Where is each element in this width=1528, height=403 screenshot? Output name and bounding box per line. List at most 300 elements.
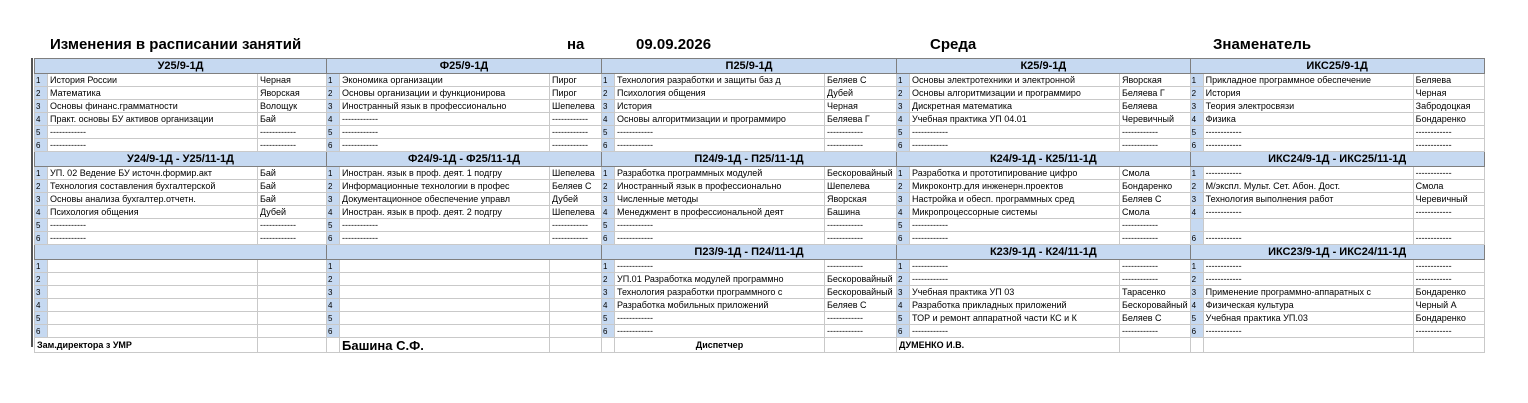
lesson-row [35, 167, 1485, 180]
subject [48, 273, 258, 286]
lesson-number: 4 [327, 299, 340, 312]
teacher: Беляев С [1120, 312, 1191, 325]
lesson-number: 4 [35, 206, 48, 219]
subject: ТОР и ремонт аппаратной части КС и К [910, 312, 1120, 325]
lesson-number: 1 [1190, 260, 1203, 273]
lesson-number: 6 [602, 232, 615, 245]
teacher: Беляев С [550, 180, 602, 193]
subject [48, 286, 258, 299]
teacher: ------------ [1413, 273, 1484, 286]
lesson-number: 5 [1190, 126, 1203, 139]
lesson-number: 6 [897, 139, 910, 152]
teacher: Шепелева [550, 167, 602, 180]
lesson-number: 2 [35, 273, 48, 286]
lesson-number: 5 [35, 312, 48, 325]
teacher: ------------ [825, 260, 897, 273]
lesson-number: 1 [327, 74, 340, 87]
subject: УП.01 Разработка модулей программно [615, 273, 825, 286]
teacher [258, 273, 327, 286]
date-prefix: на [567, 36, 585, 53]
subject [340, 286, 550, 299]
signature-name: Башина С.Ф. [340, 338, 550, 353]
teacher: ------------ [1413, 232, 1484, 245]
teacher [1413, 219, 1484, 232]
subject: Разработка прикладных приложений [910, 299, 1120, 312]
lesson-number: 5 [602, 312, 615, 325]
group-name: ИКС24/9-1Д - ИКС25/11-1Д [1190, 152, 1484, 167]
teacher: Беляева Г [1120, 87, 1191, 100]
subject: История России [48, 74, 258, 87]
subject: Разработка программных модулей [615, 167, 825, 180]
subject: ------------ [615, 232, 825, 245]
lesson-number: 4 [602, 113, 615, 126]
teacher: ------------ [550, 232, 602, 245]
group-name: П24/9-1Д - П25/11-1Д [602, 152, 897, 167]
teacher: ------------ [1413, 325, 1484, 338]
teacher: Беляева [1413, 74, 1484, 87]
lesson-number: 1 [1190, 167, 1203, 180]
subject: ------------ [910, 139, 1120, 152]
lesson-number: 3 [602, 193, 615, 206]
teacher [550, 286, 602, 299]
lesson-row [35, 219, 1485, 232]
lesson-number: 4 [1190, 113, 1203, 126]
subject: Иностранный язык в профессионально [615, 180, 825, 193]
subject: ------------ [615, 260, 825, 273]
teacher [550, 325, 602, 338]
week-type: Знаменатель [1213, 36, 1312, 53]
lesson-row [35, 286, 1485, 299]
group-name: ИКС25/9-1Д [1190, 59, 1484, 74]
subject [340, 325, 550, 338]
subject: ------------ [1203, 126, 1413, 139]
teacher: Черная [258, 74, 327, 87]
lesson-number: 5 [327, 219, 340, 232]
subject [48, 325, 258, 338]
lesson-number: 5 [1190, 312, 1203, 325]
lesson-row [35, 193, 1485, 206]
lesson-row [35, 273, 1485, 286]
lesson-row [35, 325, 1485, 338]
lesson-number: 3 [35, 100, 48, 113]
lesson-number: 4 [897, 113, 910, 126]
subject: Технология разработки программного с [615, 286, 825, 299]
subject: Прикладное программное обеспечение [1203, 74, 1413, 87]
lesson-number: 3 [1190, 100, 1203, 113]
subject: ------------ [615, 219, 825, 232]
lesson-number: 6 [1190, 139, 1203, 152]
lesson-number: 6 [1190, 325, 1203, 338]
subject: Психология общения [615, 87, 825, 100]
subject: Дискретная математика [910, 100, 1120, 113]
subject: ------------ [1203, 167, 1413, 180]
lesson-number: 2 [35, 87, 48, 100]
teacher: Бескоровайный [825, 167, 897, 180]
lesson-number: 1 [35, 260, 48, 273]
teacher: ------------ [550, 113, 602, 126]
lesson-number: 2 [897, 87, 910, 100]
subject: Разработка мобильных приложений [615, 299, 825, 312]
teacher: ------------ [825, 232, 897, 245]
lesson-row [35, 139, 1485, 152]
subject: Основы алгоритмизации и программиро [615, 113, 825, 126]
subject: Учебная практика УП 03 [910, 286, 1120, 299]
group-header-row [35, 245, 1485, 260]
subject: ------------ [615, 126, 825, 139]
subject: Математика [48, 87, 258, 100]
subject: Иностранный язык в профессионально [340, 100, 550, 113]
teacher: Черный А [1413, 299, 1484, 312]
lesson-number: 2 [35, 180, 48, 193]
subject: Основы алгоритмизации и программиро [910, 87, 1120, 100]
teacher [550, 273, 602, 286]
lesson-number: 6 [35, 325, 48, 338]
subject: Информационные технологии в профес [340, 180, 550, 193]
lesson-number: 1 [602, 167, 615, 180]
teacher: ------------ [550, 126, 602, 139]
teacher: ------------ [1120, 219, 1191, 232]
subject [340, 273, 550, 286]
lesson-number: 6 [602, 325, 615, 338]
lesson-number: 6 [327, 139, 340, 152]
subject: ------------ [48, 232, 258, 245]
lesson-number: 1 [1190, 74, 1203, 87]
subject: Практ. основы БУ активов организации [48, 113, 258, 126]
lesson-number: 3 [602, 100, 615, 113]
subject: Основы организации и функционирова [340, 87, 550, 100]
lesson-number: 5 [897, 219, 910, 232]
teacher: ------------ [1120, 139, 1191, 152]
teacher: Черная [1413, 87, 1484, 100]
lesson-number: 1 [327, 260, 340, 273]
teacher: ------------ [258, 139, 327, 152]
teacher [258, 260, 327, 273]
teacher: ------------ [1413, 206, 1484, 219]
teacher: ------------ [825, 219, 897, 232]
dispatcher-name: ДУМЕНКО И.В. [897, 338, 1120, 353]
subject: Экономика организации [340, 74, 550, 87]
teacher: Шепелева [825, 180, 897, 193]
subject: Микропроцессорные системы [910, 206, 1120, 219]
subject [340, 260, 550, 273]
teacher: Черная [825, 100, 897, 113]
subject: ------------ [1203, 260, 1413, 273]
teacher: Черевичный [1120, 113, 1191, 126]
teacher: Шепелева [550, 206, 602, 219]
subject: ------------ [340, 139, 550, 152]
group-name: П23/9-1Д - П24/11-1Д [602, 245, 897, 260]
teacher: Беляева Г [825, 113, 897, 126]
lesson-row [35, 260, 1485, 273]
lesson-number: 3 [1190, 286, 1203, 299]
teacher: Бондаренко [1413, 113, 1484, 126]
lesson-number: 1 [35, 74, 48, 87]
lesson-row [35, 299, 1485, 312]
lesson-number: 2 [602, 180, 615, 193]
teacher: Бай [258, 167, 327, 180]
teacher: Шепелева [550, 100, 602, 113]
subject: Настройка и обесп. программных сред [910, 193, 1120, 206]
lesson-number: 4 [327, 113, 340, 126]
teacher: Бай [258, 113, 327, 126]
subject: Физическая культура [1203, 299, 1413, 312]
subject: ------------ [340, 219, 550, 232]
subject: Технология выполнения работ [1203, 193, 1413, 206]
lesson-number: 2 [897, 180, 910, 193]
subject: Иностран. язык в проф. деят. 1 подгру [340, 167, 550, 180]
lesson-number: 4 [35, 299, 48, 312]
lesson-row [35, 180, 1485, 193]
teacher: Бескоровайный [825, 273, 897, 286]
lesson-row [35, 206, 1485, 219]
lesson-number: 4 [602, 299, 615, 312]
teacher: ------------ [1413, 139, 1484, 152]
schedule-date: 09.09.2026 [636, 36, 712, 53]
signature-row [35, 338, 1485, 353]
subject: Технология составления бухгалтерской [48, 180, 258, 193]
group-name: К23/9-1Д - К24/11-1Д [897, 245, 1191, 260]
lesson-number: 4 [327, 206, 340, 219]
teacher: ------------ [825, 312, 897, 325]
teacher: Беляев С [825, 299, 897, 312]
group-name: ИКС23/9-1Д - ИКС24/11-1Д [1190, 245, 1484, 260]
teacher: Пирог [550, 87, 602, 100]
lesson-number: 4 [1190, 299, 1203, 312]
lesson-number: 6 [897, 232, 910, 245]
subject: ------------ [1203, 325, 1413, 338]
teacher: Волощук [258, 100, 327, 113]
lesson-number: 2 [327, 180, 340, 193]
lesson-number: 2 [327, 87, 340, 100]
subject [340, 312, 550, 325]
subject [48, 312, 258, 325]
lesson-number: 6 [35, 139, 48, 152]
lesson-row [35, 87, 1485, 100]
subject [48, 260, 258, 273]
group-header-row [35, 152, 1485, 167]
subject: ------------ [1203, 139, 1413, 152]
teacher: Забродоцкая [1413, 100, 1484, 113]
lesson-number [1190, 219, 1203, 232]
teacher [550, 312, 602, 325]
teacher: Тарасенко [1120, 286, 1191, 299]
lesson-number: 4 [1190, 206, 1203, 219]
teacher: Смола [1413, 180, 1484, 193]
lesson-number: 6 [602, 139, 615, 152]
lesson-number: 3 [1190, 193, 1203, 206]
lesson-number: 2 [1190, 180, 1203, 193]
subject: ------------ [340, 113, 550, 126]
lesson-number: 6 [35, 232, 48, 245]
lesson-number: 1 [897, 74, 910, 87]
teacher: Черевичный [1413, 193, 1484, 206]
teacher: ------------ [1413, 167, 1484, 180]
lesson-number: 3 [602, 286, 615, 299]
lesson-number: 1 [327, 167, 340, 180]
subject: Разработка и прототипирование цифро [910, 167, 1120, 180]
subject [1203, 219, 1413, 232]
teacher: Бай [258, 193, 327, 206]
teacher: ------------ [1120, 232, 1191, 245]
lesson-number: 6 [327, 325, 340, 338]
subject: Менеджмент в профессиональной деят [615, 206, 825, 219]
subject [340, 299, 550, 312]
teacher: Беляева [1120, 100, 1191, 113]
subject: Основы электротехники и электронной [910, 74, 1120, 87]
group-name: К24/9-1Д - К25/11-1Д [897, 152, 1191, 167]
lesson-number: 2 [327, 273, 340, 286]
lesson-number: 4 [602, 206, 615, 219]
signature-role: Зам.директора з УМР [35, 338, 258, 353]
schedule-table [34, 58, 1485, 353]
group-name: Ф25/9-1Д [327, 59, 602, 74]
lesson-number: 6 [1190, 232, 1203, 245]
subject: Иностран. язык в проф. деят. 2 подгру [340, 206, 550, 219]
lesson-number: 3 [327, 193, 340, 206]
lesson-number: 5 [897, 312, 910, 325]
teacher [258, 286, 327, 299]
subject: УП. 02 Ведение БУ источн.формир.акт [48, 167, 258, 180]
lesson-number: 4 [897, 206, 910, 219]
teacher [550, 260, 602, 273]
left-border-line [31, 58, 33, 347]
lesson-number: 3 [327, 100, 340, 113]
subject: ------------ [910, 260, 1120, 273]
lesson-number: 5 [35, 219, 48, 232]
document-title: Изменения в расписании занятий [50, 36, 302, 53]
subject: ------------ [48, 139, 258, 152]
schedule-header [0, 36, 1528, 56]
teacher: Беляев С [825, 74, 897, 87]
teacher: ------------ [1120, 325, 1191, 338]
subject: Технология разработки и защиты баз д [615, 74, 825, 87]
teacher: Башина [825, 206, 897, 219]
teacher [258, 325, 327, 338]
subject: ------------ [910, 273, 1120, 286]
subject: ------------ [910, 232, 1120, 245]
lesson-number: 5 [602, 219, 615, 232]
lesson-number: 2 [897, 273, 910, 286]
subject: ------------ [910, 325, 1120, 338]
subject: ------------ [1203, 232, 1413, 245]
lesson-number: 1 [897, 167, 910, 180]
teacher: ------------ [258, 232, 327, 245]
group-name: У25/9-1Д [35, 59, 327, 74]
lesson-row [35, 126, 1485, 139]
subject: ------------ [615, 325, 825, 338]
teacher: Бондаренко [1413, 312, 1484, 325]
subject: ------------ [1203, 206, 1413, 219]
lesson-number: 3 [35, 193, 48, 206]
teacher [258, 299, 327, 312]
subject: М/экспл. Мульт. Сет. Абон. Дост. [1203, 180, 1413, 193]
lesson-number: 3 [897, 286, 910, 299]
teacher: ------------ [258, 219, 327, 232]
lesson-number: 1 [602, 260, 615, 273]
lesson-number: 2 [602, 273, 615, 286]
lesson-number: 5 [327, 312, 340, 325]
subject: История [615, 100, 825, 113]
teacher: Дубей [825, 87, 897, 100]
teacher: Яворская [1120, 74, 1191, 87]
lesson-number: 5 [602, 126, 615, 139]
subject: ------------ [48, 219, 258, 232]
subject: Микроконтр.для инженерн.проектов [910, 180, 1120, 193]
teacher: Яворская [258, 87, 327, 100]
teacher: Бескоровайный [825, 286, 897, 299]
group-name: У24/9-1Д - У25/11-1Д [35, 152, 327, 167]
lesson-number: 2 [602, 87, 615, 100]
subject: Теория электросвязи [1203, 100, 1413, 113]
subject [48, 299, 258, 312]
teacher: Пирог [550, 74, 602, 87]
lesson-number: 6 [327, 232, 340, 245]
lesson-row [35, 74, 1485, 87]
teacher: Беляев С [1120, 193, 1191, 206]
subject: ------------ [340, 232, 550, 245]
subject: ------------ [910, 126, 1120, 139]
subject: ------------ [910, 219, 1120, 232]
teacher: Смола [1120, 206, 1191, 219]
group-name [327, 245, 602, 260]
subject: Учебная практика УП 04.01 [910, 113, 1120, 126]
subject: ------------ [615, 312, 825, 325]
teacher: Смола [1120, 167, 1191, 180]
lesson-number: 2 [1190, 273, 1203, 286]
teacher: Бай [258, 180, 327, 193]
teacher: Дубей [258, 206, 327, 219]
lesson-number: 2 [1190, 87, 1203, 100]
teacher: ------------ [1413, 260, 1484, 273]
subject: Документационное обеспечение управл [340, 193, 550, 206]
weekday: Среда [930, 36, 977, 53]
lesson-number: 4 [897, 299, 910, 312]
lesson-number: 3 [35, 286, 48, 299]
teacher: Яворская [825, 193, 897, 206]
group-name: П25/9-1Д [602, 59, 897, 74]
teacher: ------------ [1120, 260, 1191, 273]
lesson-number: 3 [897, 100, 910, 113]
subject: История [1203, 87, 1413, 100]
lesson-row [35, 232, 1485, 245]
lesson-number: 1 [35, 167, 48, 180]
lesson-number: 5 [35, 126, 48, 139]
lesson-number: 4 [35, 113, 48, 126]
lesson-row [35, 312, 1485, 325]
group-header-row [35, 59, 1485, 74]
subject: Численные методы [615, 193, 825, 206]
group-name: К25/9-1Д [897, 59, 1191, 74]
teacher: ------------ [1413, 126, 1484, 139]
subject: ------------ [1203, 273, 1413, 286]
teacher: ------------ [550, 219, 602, 232]
lesson-number: 3 [327, 286, 340, 299]
lesson-number: 1 [602, 74, 615, 87]
teacher: ------------ [1120, 273, 1191, 286]
subject: ------------ [48, 126, 258, 139]
lesson-number: 5 [327, 126, 340, 139]
lesson-number: 3 [897, 193, 910, 206]
subject: Применение программно-аппаратных с [1203, 286, 1413, 299]
teacher: Бондаренко [1120, 180, 1191, 193]
group-name: Ф24/9-1Д - Ф25/11-1Д [327, 152, 602, 167]
teacher [258, 312, 327, 325]
subject: Физика [1203, 113, 1413, 126]
teacher: ------------ [550, 139, 602, 152]
teacher: Дубей [550, 193, 602, 206]
dispatcher-label: Диспетчер [615, 338, 825, 353]
subject: Основы анализа бухгалтер.отчетн. [48, 193, 258, 206]
